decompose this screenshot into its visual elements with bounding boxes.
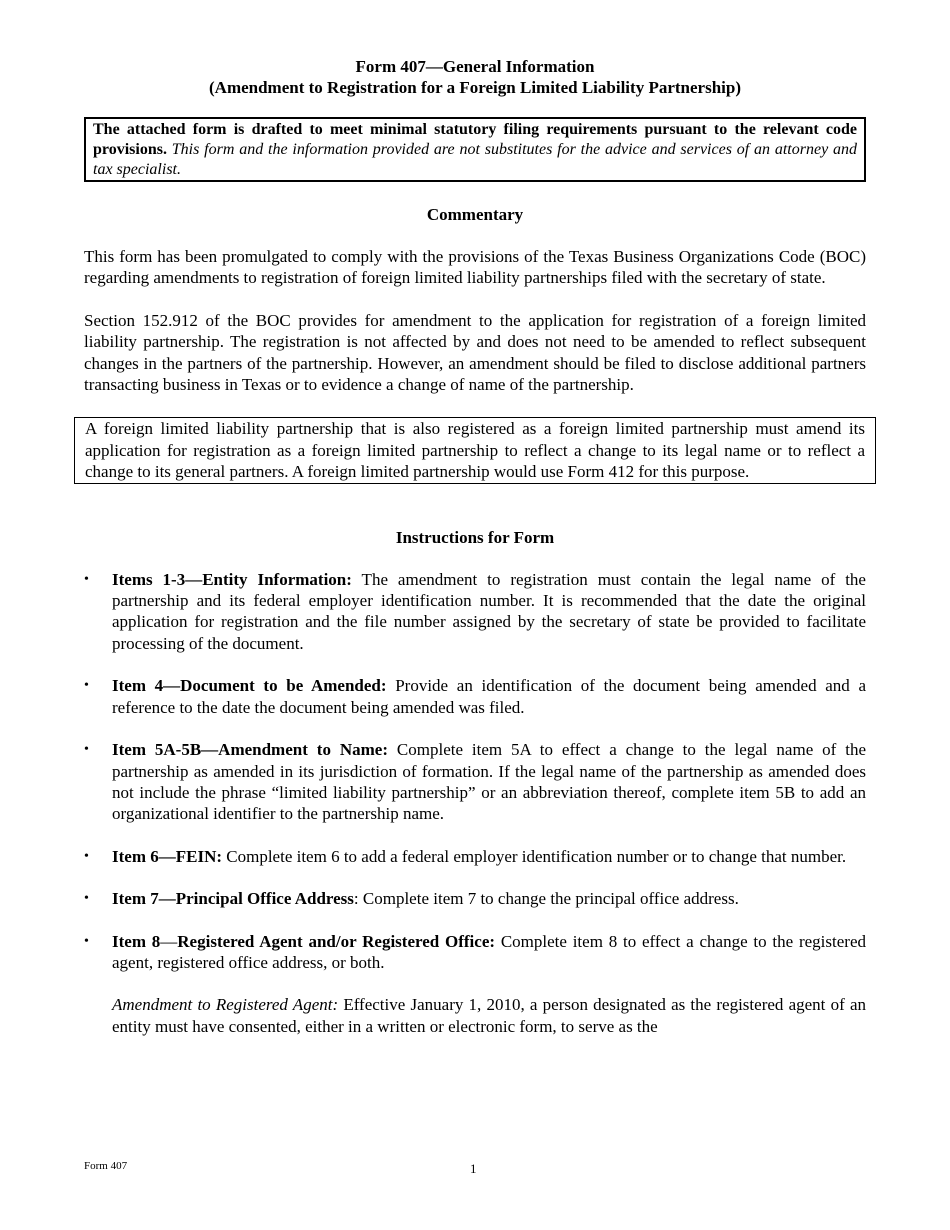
list-item bbox=[84, 569, 866, 655]
item-text: Complete item 6 to add a federal employer identification number or to change that number. bbox=[222, 846, 847, 866]
boxed-note: A foreign limited liability partnership that is also registered as a foreign limited partnership must amend its application for registration as a foreign limited partnership to reflect a change to its legal name or to reflect a change to its general partners. A foreign limited partnership would use Form 412 for this purpose. bbox=[74, 417, 876, 483]
instructions-heading: Instructions for Form bbox=[395, 527, 555, 547]
item-text: Complete item 5A to effect a change to the legal name of the partnership as amended in its jurisdiction of formation. If the legal name of the partnership as amended does not include the phrase “limited liability partnership” or an abbreviation thereof, complete item 5B to add an organizational identifier to the partnership name. bbox=[112, 740, 866, 824]
list-item bbox=[84, 675, 866, 718]
registered-agent-paragraph bbox=[84, 994, 866, 1037]
item-label: Item 4—Document to be Amended: bbox=[112, 676, 387, 696]
notice-italic-text: This form and the information provided are not substitutes for the advice and services of an attorney and tax specialist. bbox=[93, 141, 857, 178]
item-label: Registered Agent and/or Registered Office: bbox=[177, 931, 496, 951]
document-page bbox=[84, 56, 866, 1054]
list-item bbox=[84, 888, 866, 909]
item-text: : Complete item 7 to change the principal office address. bbox=[353, 889, 739, 909]
page-number: 1 bbox=[470, 1161, 477, 1176]
bullet-icon: • bbox=[84, 742, 89, 758]
list-item bbox=[84, 931, 866, 974]
bullet-icon: • bbox=[84, 678, 89, 694]
list-item bbox=[84, 739, 866, 825]
item-text: Complete item 8 to effect a change to the registered agent, registered office address, or both. bbox=[112, 931, 867, 972]
item-label: Item 5A-5B—Amendment to Name: bbox=[112, 740, 388, 760]
bullet-icon: • bbox=[84, 571, 89, 587]
bullet-icon: • bbox=[84, 933, 89, 949]
commentary-heading: Commentary bbox=[426, 205, 524, 224]
item-text: The amendment to registration must contain the legal name of the partnership and its federal employer identification number. It is recommended that the date the original application for registration and the file number assigned by the secretary of state be provided to facilitate processing of the document. bbox=[112, 569, 866, 653]
notice-bold-text: The attached form is drafted to meet minimal statutory filing requirements pursuant to the relevant code provisions. bbox=[93, 121, 857, 158]
footer-form-label: Form 407 bbox=[84, 1160, 128, 1172]
item-label: Item 6—FEIN: bbox=[112, 846, 223, 866]
list-item bbox=[84, 846, 866, 867]
bullet-icon: • bbox=[84, 891, 89, 907]
commentary-paragraph-1: This form has been promulgated to comply with the provisions of the Texas Business Organizations Code (BOC) regarding amendments to registration of foreign limited liability partnerships filed with the secretary of state. bbox=[84, 247, 866, 288]
instructions-list bbox=[84, 569, 866, 974]
form-title: Form 407—General Information bbox=[355, 57, 595, 76]
item-text: Provide an identification of the document being amended and a reference to the date the document being amended was filed. bbox=[112, 676, 866, 717]
sub-text: Effective January 1, 2010, a person designated as the registered agent of an entity must have consented, either in a written or electronic form, to serve as the bbox=[112, 995, 866, 1036]
bullet-icon: • bbox=[84, 848, 89, 864]
form-subtitle: (Amendment to Registration for a Foreign Limited Liability Partnership) bbox=[209, 78, 741, 97]
item-label: Item 8 bbox=[112, 931, 161, 951]
disclaimer-notice bbox=[84, 117, 866, 182]
commentary-paragraph-2: Section 152.912 of the BOC provides for amendment to the application for registration of a foreign limited liability partnership. The registration is not affected by and does not need to be amended to reflect subsequent changes in the partners of the partnership. However, an amendment should be filed to disclose additional partners transacting business in Texas or to evidence a change of name of the partnership. bbox=[84, 310, 866, 395]
item-dash: — bbox=[160, 931, 178, 951]
item-label: Items 1-3—Entity Information: bbox=[112, 569, 352, 589]
sub-italic-label: Amendment to Registered Agent: bbox=[112, 995, 339, 1015]
item-label: Item 7—Principal Office Address bbox=[112, 889, 354, 909]
